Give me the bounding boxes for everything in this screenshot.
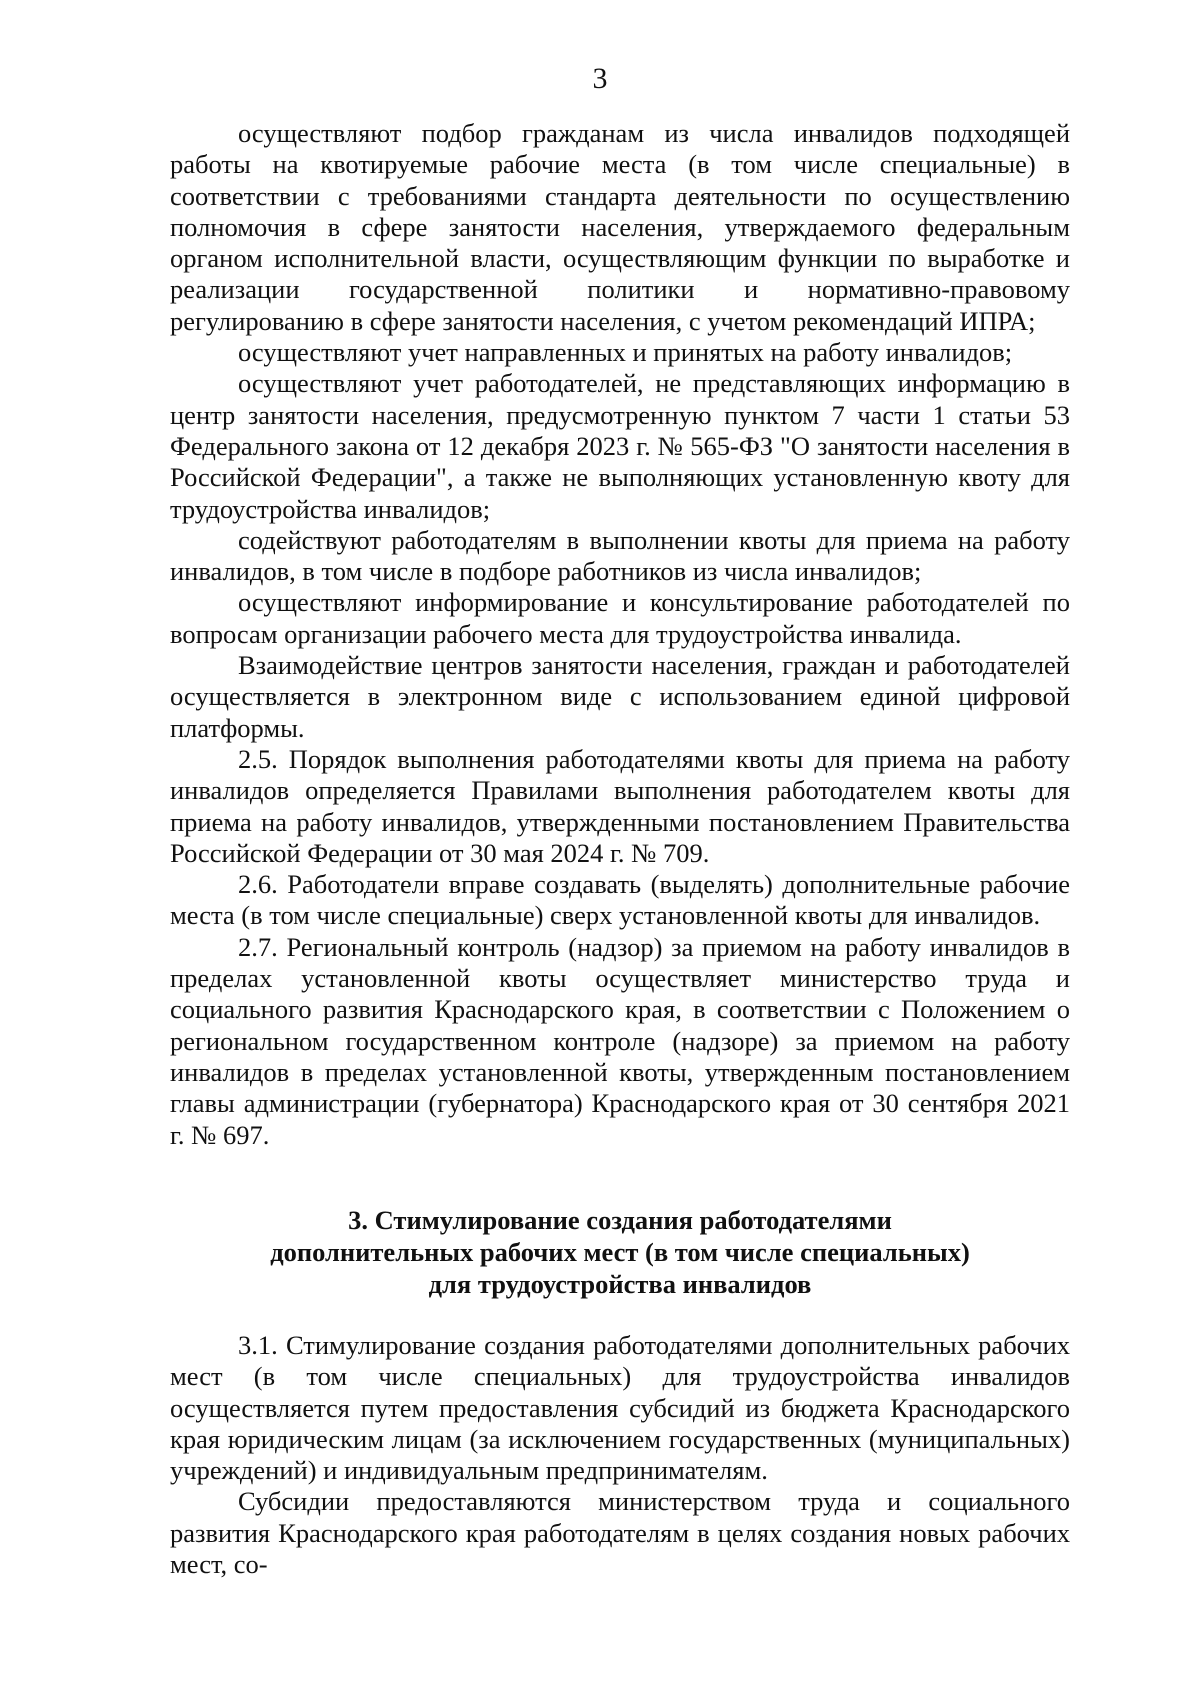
- page-number: 3: [592, 62, 608, 95]
- paragraph-subsidies: Субсидии предоставляются министерством труда и социального развития Краснодарского края работодателям в целях создания новых рабочих мест, со-: [170, 1486, 1070, 1580]
- paragraph-2-5: 2.5. Порядок выполнения работодателями квоты для приема на работу инвалидов определяется Правилами выполнения работодателем квоты для приема на работу инвалидов, утвержденными постановлением Правительства Российской Федерации от 30 мая 2024 г. № 709.: [170, 743, 1070, 868]
- paragraph-2-7: 2.7. Региональный контроль (надзор) за приемом на работу инвалидов в пределах установленной квоты осуществляет министерство труда и социального развития Краснодарского края, в соответствии с Положением о региональном государственном контроле (надзоре) за приемом на работу инвалидов в пределах установленной квоты, утвержденным постановлением главы администрации (губернатора) Краснодарского края от 30 сентября 2021 г. № 697.: [170, 931, 1070, 1150]
- section-heading-line-3: для трудоустройства инвалидов: [428, 1269, 812, 1299]
- paragraph-3-1: 3.1. Стимулирование создания работодателями дополнительных рабочих мест (в том числе специальных) для трудоустройства инвалидов осуществляется путем предоставления субсидий из бюджета Краснодарского края юридическим лицам (за исключением государственных (муниципальных) учреждений) и индивидуальным предпринимателям.: [170, 1330, 1070, 1486]
- section-heading-line-1: 3. Стимулирование создания работодателями: [348, 1205, 892, 1235]
- paragraph-informing-employers: осуществляют информирование и консультирование работодателей по вопросам организации рабочего места для трудоустройства инвалида.: [170, 587, 1070, 649]
- paragraph-job-selection: осуществляют подбор гражданам из числа инвалидов подходящей работы на квотируемые рабочие места (в том числе специальные) в соответствии с требованиями стандарта деятельности по осуществлению полномочия в сфере занятости населения, утверждаемого федеральным органом исполнительной власти, осуществляющим функции по выработке и реализации государственной политики и нормативно-правовому регулированию в сфере занятости населения, с учетом рекомендаций ИПРА;: [170, 118, 1070, 336]
- paragraph-assist-employers: содействуют работодателям в выполнении квоты для приема на работу инвалидов, в том числе в подборе работников из числа инвалидов;: [170, 524, 1070, 587]
- paragraph-accounting-referred: осуществляют учет направленных и принятых на работу инвалидов;: [238, 337, 1013, 368]
- section-3-heading: [170, 1204, 1070, 1300]
- paragraph-2-6: 2.6. Работодатели вправе создавать (выделять) дополнительные рабочие места (в том числе специальные) сверх установленной квоты для инвалидов.: [170, 869, 1070, 931]
- paragraph-accounting-employers: осуществляют учет работодателей, не представляющих информацию в центр занятости населения, предусмотренную пунктом 7 части 1 статьи 53 Федерального закона от 12 декабря 2023 г. № 565-ФЗ "О занятости населения в Российской Федерации", а также не выполняющих установленную квоту для трудоустройства инвалидов;: [170, 368, 1070, 524]
- body-text-after-heading: [170, 1330, 1070, 1580]
- section-heading-line-2: дополнительных рабочих мест (в том числе специальных): [270, 1237, 970, 1267]
- paragraph-electronic-interaction: Взаимодействие центров занятости населения, граждан и работодателей осуществляется в электронном виде с использованием единой цифровой платформы.: [170, 650, 1070, 743]
- body-text-before-heading: [170, 118, 1070, 1151]
